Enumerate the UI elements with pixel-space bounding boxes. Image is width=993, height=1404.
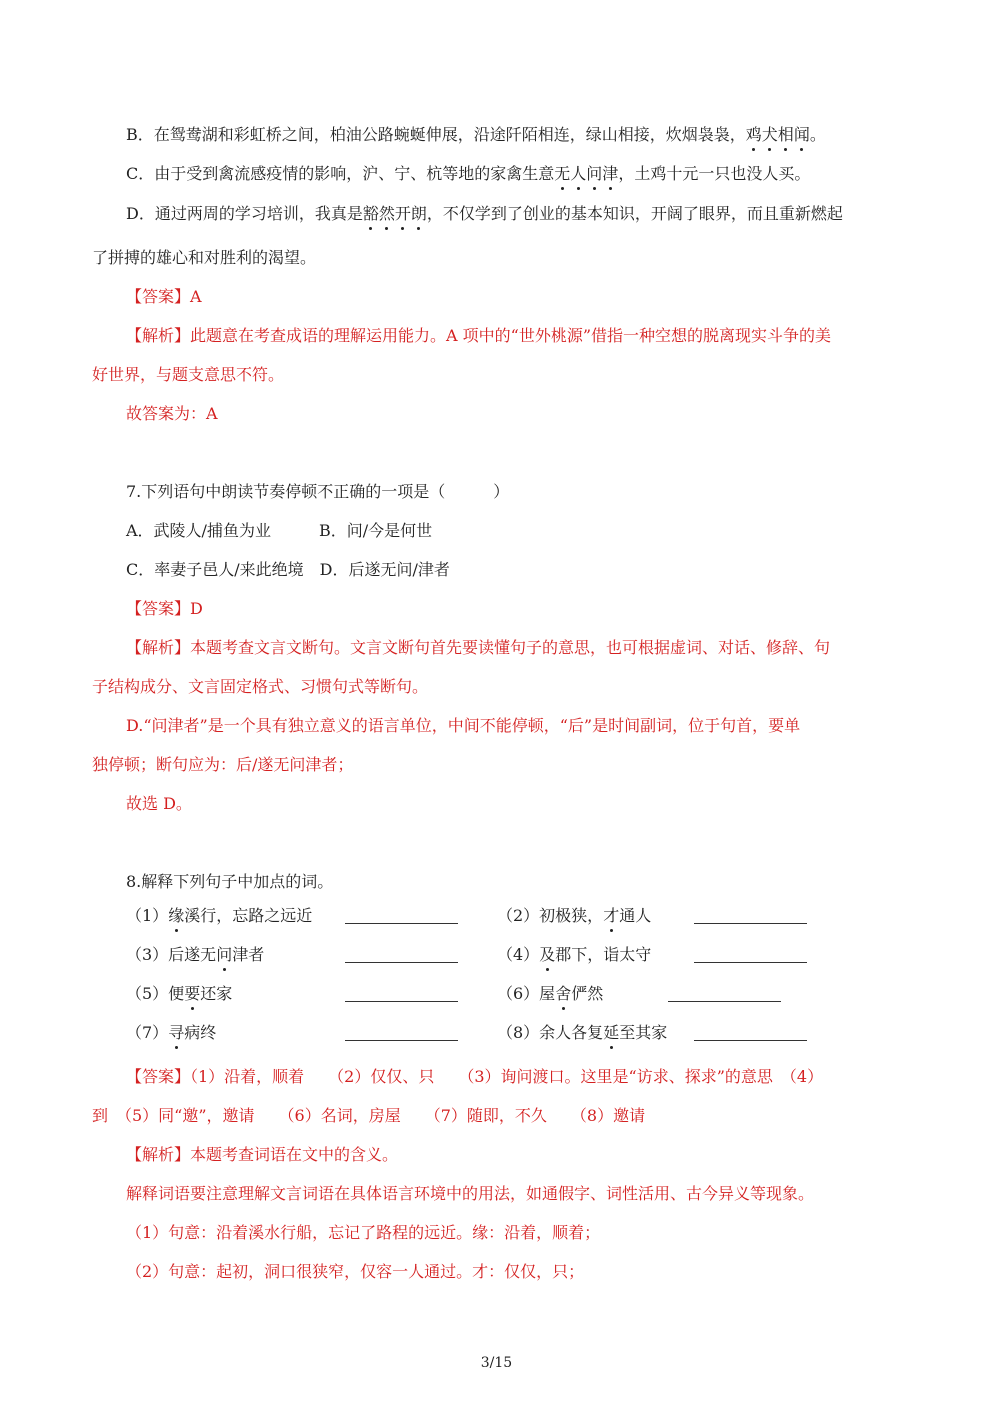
q7-options-ab: A．武陵人/捕鱼为业 B．问/今是何世 — [126, 521, 433, 540]
q8-item-1 — [126, 905, 312, 927]
q8-item-2 — [497, 905, 651, 927]
q6-option-c-end: ，土鸡十元一只也没人买。 — [618, 164, 811, 183]
emphasis-char: 豁 — [362, 204, 379, 223]
q8-item-7-post: 病终 — [184, 1023, 217, 1042]
q8-item-6-dot: 舍 — [555, 984, 572, 1003]
q8-item-7-dot: 寻 — [168, 1023, 185, 1042]
q8-item-5-pre: （5）便 — [126, 984, 185, 1003]
q7-answer: 【答案】D — [126, 599, 203, 618]
q8-item-1-post: 溪行，忘路之远近 — [184, 906, 313, 925]
q6-option-c — [0, 163, 993, 185]
q8-blank-1[interactable] — [345, 923, 458, 924]
q6-option-b-dotted — [746, 125, 810, 144]
q8-explain-2: （2）句意：起初，洞口很狭窄，仅容一人通过。才：仅仅，只； — [126, 1262, 585, 1281]
emphasis-char: 鸡 — [745, 125, 762, 144]
q8-blank-6[interactable] — [668, 1001, 781, 1002]
q8-item-3-dot: 问 — [216, 945, 233, 964]
q7-detail-line1: D.“问津者”是一个具有独立意义的语言单位，中间不能停顿，“后”是时间副词，位于句首，要单 — [126, 716, 801, 735]
q8-item-4-post: 郡下，诣太守 — [555, 945, 652, 964]
q8-item-2-pre: （2）初极狭， — [497, 906, 604, 925]
q8-explain-1: （1）句意：沿着溪水行船，忘记了路程的远近。缘：沿着，顺着； — [126, 1223, 601, 1242]
q8-item-4 — [497, 944, 651, 966]
q6-option-b-text: B．在鸳鸯湖和彩虹桥之间，柏油公路蜿蜒伸展，沿途阡陌相连，绿山相接，炊烟袅袅， — [126, 125, 746, 144]
q6-option-d-line1 — [0, 203, 993, 225]
q6-option-d-end: ，不仅学到了创业的基本知识，开阔了眼界，而且重新燃起 — [426, 204, 843, 223]
emphasis-char: 相 — [777, 125, 794, 144]
emphasis-char: 开 — [394, 204, 411, 223]
q7-analysis-line1: 【解析】本题考查文言文断句。文言文断句首先要读懂句子的意思，也可根据虚词、对话、修辞、句 — [126, 638, 831, 657]
q7-stem: 7.下列语句中朗读节奏停顿不正确的一项是（ ） — [126, 482, 510, 501]
q8-note: 解释词语要注意理解文言词语在具体语言环境中的用法，如通假字、词性活用、古今异义等现象。 — [126, 1184, 815, 1203]
emphasis-char: 然 — [378, 204, 395, 223]
q8-item-6-pre: （6）屋 — [497, 984, 556, 1003]
q8-blank-7[interactable] — [345, 1040, 458, 1041]
emphasis-char: 无 — [554, 164, 571, 183]
emphasis-char: 朗 — [410, 204, 427, 223]
q8-item-3-post: 津者 — [232, 945, 265, 964]
q8-blank-2[interactable] — [694, 923, 807, 924]
q7-analysis-line2: 子结构成分、文言固定格式、习惯句式等断句。 — [92, 677, 429, 696]
page-number: 3/15 — [480, 1355, 513, 1371]
q8-item-7 — [126, 1022, 216, 1044]
q8-blank-3[interactable] — [345, 962, 458, 963]
q8-blank-4[interactable] — [694, 962, 807, 963]
emphasis-char: 问 — [586, 164, 603, 183]
q8-item-8 — [497, 1022, 667, 1044]
q8-item-2-post: 通人 — [619, 906, 652, 925]
q8-item-8-pre: （8）余人各复 — [497, 1023, 604, 1042]
q8-item-5-dot: 要 — [184, 984, 201, 1003]
q8-item-7-pre: （7） — [126, 1023, 169, 1042]
q6-option-b-end: 。 — [809, 125, 826, 144]
q6-option-c-dotted — [554, 164, 618, 183]
q8-stem: 8.解释下列句子中加点的词。 — [126, 872, 334, 891]
q6-option-d-text: D．通过两周的学习培训，我真是 — [126, 204, 363, 223]
q8-item-8-dot: 延 — [603, 1023, 620, 1042]
q7-options-cd: C．率妻子邑人/来此绝境 D．后遂无问/津者 — [126, 560, 450, 579]
q8-item-6-post: 俨然 — [571, 984, 604, 1003]
emphasis-char: 犬 — [761, 125, 778, 144]
q8-item-5-post: 还家 — [200, 984, 233, 1003]
q8-blank-8[interactable] — [694, 1040, 807, 1041]
q6-option-d-line2: 了拼搏的雄心和对胜利的渴望。 — [92, 248, 317, 267]
emphasis-char: 闻 — [793, 125, 810, 144]
emphasis-char: 津 — [602, 164, 619, 183]
q6-option-c-text: C．由于受到禽流感疫情的影响，沪、宁、杭等地的家禽生意 — [126, 164, 555, 183]
q8-item-6 — [497, 983, 603, 1005]
q7-conclusion: 故选 D。 — [126, 794, 192, 813]
q6-conclusion: 故答案为：A — [126, 404, 218, 423]
q6-answer: 【答案】A — [126, 287, 202, 306]
q8-answer-line2: 到 （5）同“邀”，邀请 （6）名词，房屋 （7）随即，不久 （8）邀请 — [92, 1106, 646, 1125]
q8-blank-5[interactable] — [345, 1001, 458, 1002]
q8-item-2-dot: 才 — [603, 906, 620, 925]
q6-analysis-line1: 【解析】此题意在考查成语的理解运用能力。A 项中的“世外桃源”借指一种空想的脱离现实斗争的美 — [126, 326, 832, 345]
q6-option-b — [0, 124, 993, 146]
q8-item-1-pre: （1） — [126, 906, 169, 925]
q6-analysis-line2: 好世界，与题支意思不符。 — [92, 365, 285, 384]
q6-option-d-dotted — [363, 204, 427, 223]
q8-analysis: 【解析】本题考查词语在文中的含义。 — [126, 1145, 399, 1164]
q8-item-3-pre: （3）后遂无 — [126, 945, 217, 964]
emphasis-char: 人 — [570, 164, 587, 183]
q8-item-4-pre: （4） — [497, 945, 540, 964]
q8-item-8-post: 至其家 — [619, 1023, 668, 1042]
q8-answer-line1: 【答案】（1）沿着，顺着 （2）仅仅、只 （3）询问渡口。这里是“访求、探求”的意思 （4） — [126, 1067, 824, 1086]
q8-item-4-dot: 及 — [539, 945, 556, 964]
q8-item-1-dot: 缘 — [168, 906, 185, 925]
q8-item-5 — [126, 983, 232, 1005]
q8-item-3 — [126, 944, 264, 966]
q7-detail-line2: 独停顿；断句应为：后/遂无问津者； — [92, 755, 354, 774]
